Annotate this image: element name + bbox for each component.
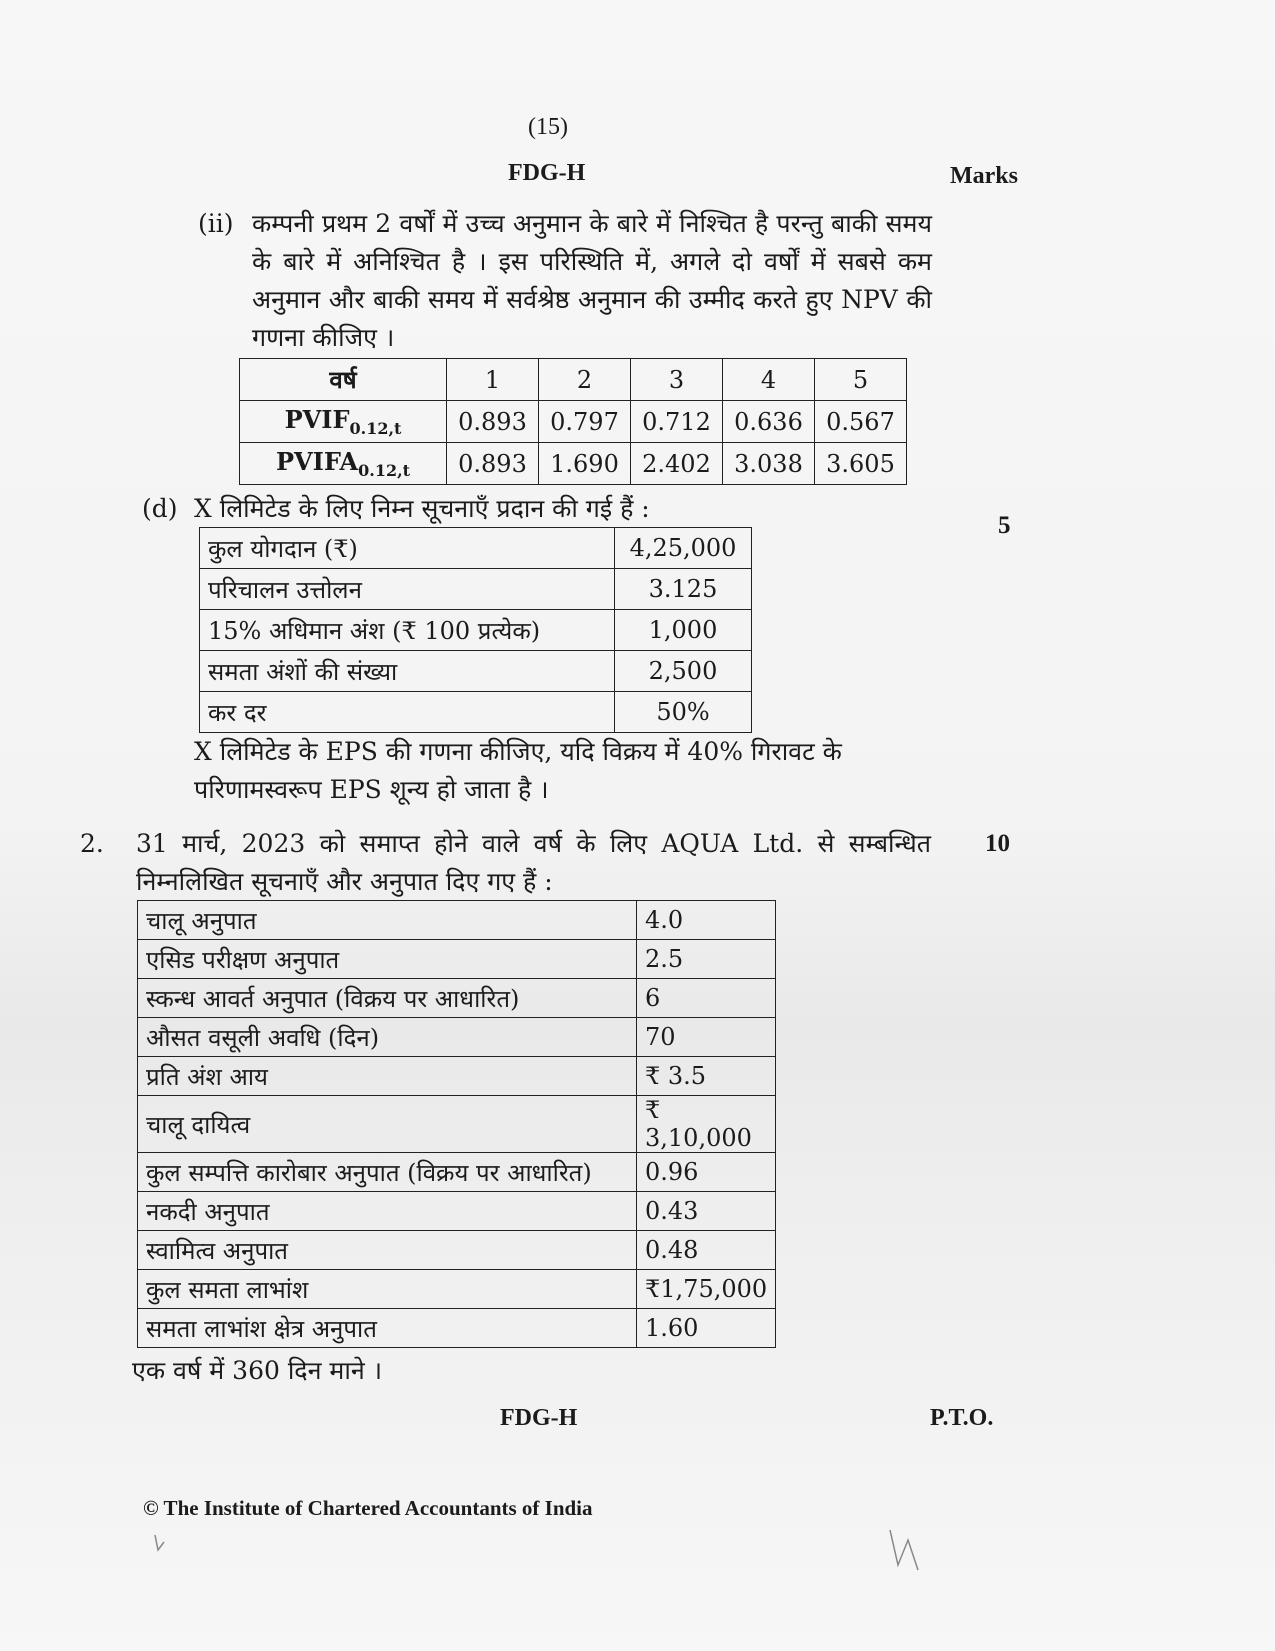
row-label: कर दर [200, 692, 615, 733]
part-d-table [199, 527, 752, 733]
pvifa-cell: 3.038 [723, 443, 815, 485]
pvif-label: $PVIF_{0.12,t}$ [240, 401, 447, 443]
table-row [138, 1018, 776, 1057]
table-row [138, 1153, 776, 1192]
pen-mark-icon [880, 1520, 930, 1580]
table-row [200, 692, 752, 733]
pv-header-year: वर्ष [240, 359, 447, 401]
q2-number: 2. [80, 829, 104, 858]
row-value: 2.5 [637, 940, 776, 979]
pto-label: P.T.O. [930, 1405, 994, 1431]
pvifa-cell: 0.893 [447, 443, 539, 485]
table-row [138, 1096, 776, 1153]
pvifa-cell: 2.402 [631, 443, 723, 485]
pv-year-cell: 3 [631, 359, 723, 401]
pv-factor-table [239, 358, 907, 485]
row-label: समता लाभांश क्षेत्र अनुपात [138, 1309, 637, 1348]
q2-marks: 10 [985, 830, 1010, 857]
pv-year-cell: 2 [539, 359, 631, 401]
row-label: समता अंशों की संख्या [200, 651, 615, 692]
pvif-cell: 0.567 [815, 401, 907, 443]
table-row [138, 979, 776, 1018]
paper-code-footer: FDG-H [500, 1405, 578, 1431]
page-number: (15) [528, 114, 568, 140]
row-value: 6 [637, 979, 776, 1018]
table-row [200, 528, 752, 569]
q2-intro: 31 मार्च, 2023 को समाप्त होने वाले वर्ष के लिए AQUA Ltd. से सम्बन्धित निम्नलिखित सूचनाएँ और अनुपात दिए गए हैं : [136, 829, 931, 896]
pv-year-cell: 1 [447, 359, 539, 401]
pen-tick-icon [150, 1530, 170, 1560]
row-value: ₹ 3,10,000 [637, 1096, 776, 1153]
row-value: 1,000 [615, 610, 752, 651]
row-label: प्रति अंश आय [138, 1057, 637, 1096]
pvif-cell: 0.636 [723, 401, 815, 443]
row-value: 0.96 [637, 1153, 776, 1192]
table-row [138, 901, 776, 940]
part-ii-text: कम्पनी प्रथम 2 वर्षों में उच्च अनुमान के बारे में निश्चित है परन्तु बाकी समय के बारे में अनिश्चित है । इस परिस्थिति में, अगले दो वर्षों में सबसे कम अनुमान और बाकी समय में सर्वश्रेष्ठ अनुमान की उम्मीद करते हुए NPV की गणना कीजिए । [252, 209, 932, 352]
pvifa-label: $PVIFA_{0.12,t}$ [240, 443, 447, 485]
part-ii-label: (ii) [198, 209, 234, 238]
row-label: चालू अनुपात [138, 901, 637, 940]
row-label: स्वामित्व अनुपात [138, 1231, 637, 1270]
row-value: 2,500 [615, 651, 752, 692]
pvifa-row [240, 443, 907, 485]
row-value: ₹1,75,000 [637, 1270, 776, 1309]
table-row [200, 610, 752, 651]
part-d-question: X लिमिटेड के EPS की गणना कीजिए, यदि विक्रय में 40% गिरावट के परिणामस्वरूप EPS शून्य हो जाता है । [194, 737, 842, 804]
pvif-cell: 0.712 [631, 401, 723, 443]
table-row [138, 940, 776, 979]
row-label: कुल सम्पत्ति कारोबार अनुपात (विक्रय पर आधारित) [138, 1153, 637, 1192]
pvifa-cell: 3.605 [815, 443, 907, 485]
row-label: 15% अधिमान अंश (₹ 100 प्रत्येक) [200, 610, 615, 651]
row-label: कुल योगदान (₹) [200, 528, 615, 569]
pv-year-cell: 4 [723, 359, 815, 401]
pv-year-cell: 5 [815, 359, 907, 401]
row-label: स्कन्ध आवर्त अनुपात (विक्रय पर आधारित) [138, 979, 637, 1018]
pvifa-cell: 1.690 [539, 443, 631, 485]
copyright-notice: © The Institute of Chartered Accountants of India [143, 1496, 593, 1520]
table-row [138, 1231, 776, 1270]
table-row [138, 1057, 776, 1096]
row-value: 4,25,000 [615, 528, 752, 569]
row-value: 3.125 [615, 569, 752, 610]
q2-note: एक वर्ष में 360 दिन माने । [132, 1356, 383, 1385]
row-value: 0.43 [637, 1192, 776, 1231]
pvif-row [240, 401, 907, 443]
row-value: 70 [637, 1018, 776, 1057]
table-row [138, 1309, 776, 1348]
row-value: 4.0 [637, 901, 776, 940]
row-label: नकदी अनुपात [138, 1192, 637, 1231]
row-label: परिचालन उत्तोलन [200, 569, 615, 610]
part-d-intro: X लिमिटेड के लिए निम्न सूचनाएँ प्रदान की गई हैं : [194, 494, 650, 523]
row-value: ₹ 3.5 [637, 1057, 776, 1096]
row-label: औसत वसूली अवधि (दिन) [138, 1018, 637, 1057]
row-label: एसिड परीक्षण अनुपात [138, 940, 637, 979]
table-row [200, 569, 752, 610]
pvif-cell: 0.797 [539, 401, 631, 443]
part-d-label: (d) [142, 494, 178, 523]
row-value: 1.60 [637, 1309, 776, 1348]
paper-code-header: FDG-H [508, 160, 586, 186]
table-row [200, 651, 752, 692]
pv-table-header-row [240, 359, 907, 401]
marks-heading: Marks [950, 163, 1018, 189]
row-value: 50% [615, 692, 752, 733]
q2-ratio-table [137, 900, 776, 1348]
table-row [138, 1270, 776, 1309]
row-label: चालू दायित्व [138, 1096, 637, 1153]
row-value: 0.48 [637, 1231, 776, 1270]
part-d-marks: 5 [998, 512, 1011, 539]
table-row [138, 1192, 776, 1231]
row-label: कुल समता लाभांश [138, 1270, 637, 1309]
pvif-cell: 0.893 [447, 401, 539, 443]
